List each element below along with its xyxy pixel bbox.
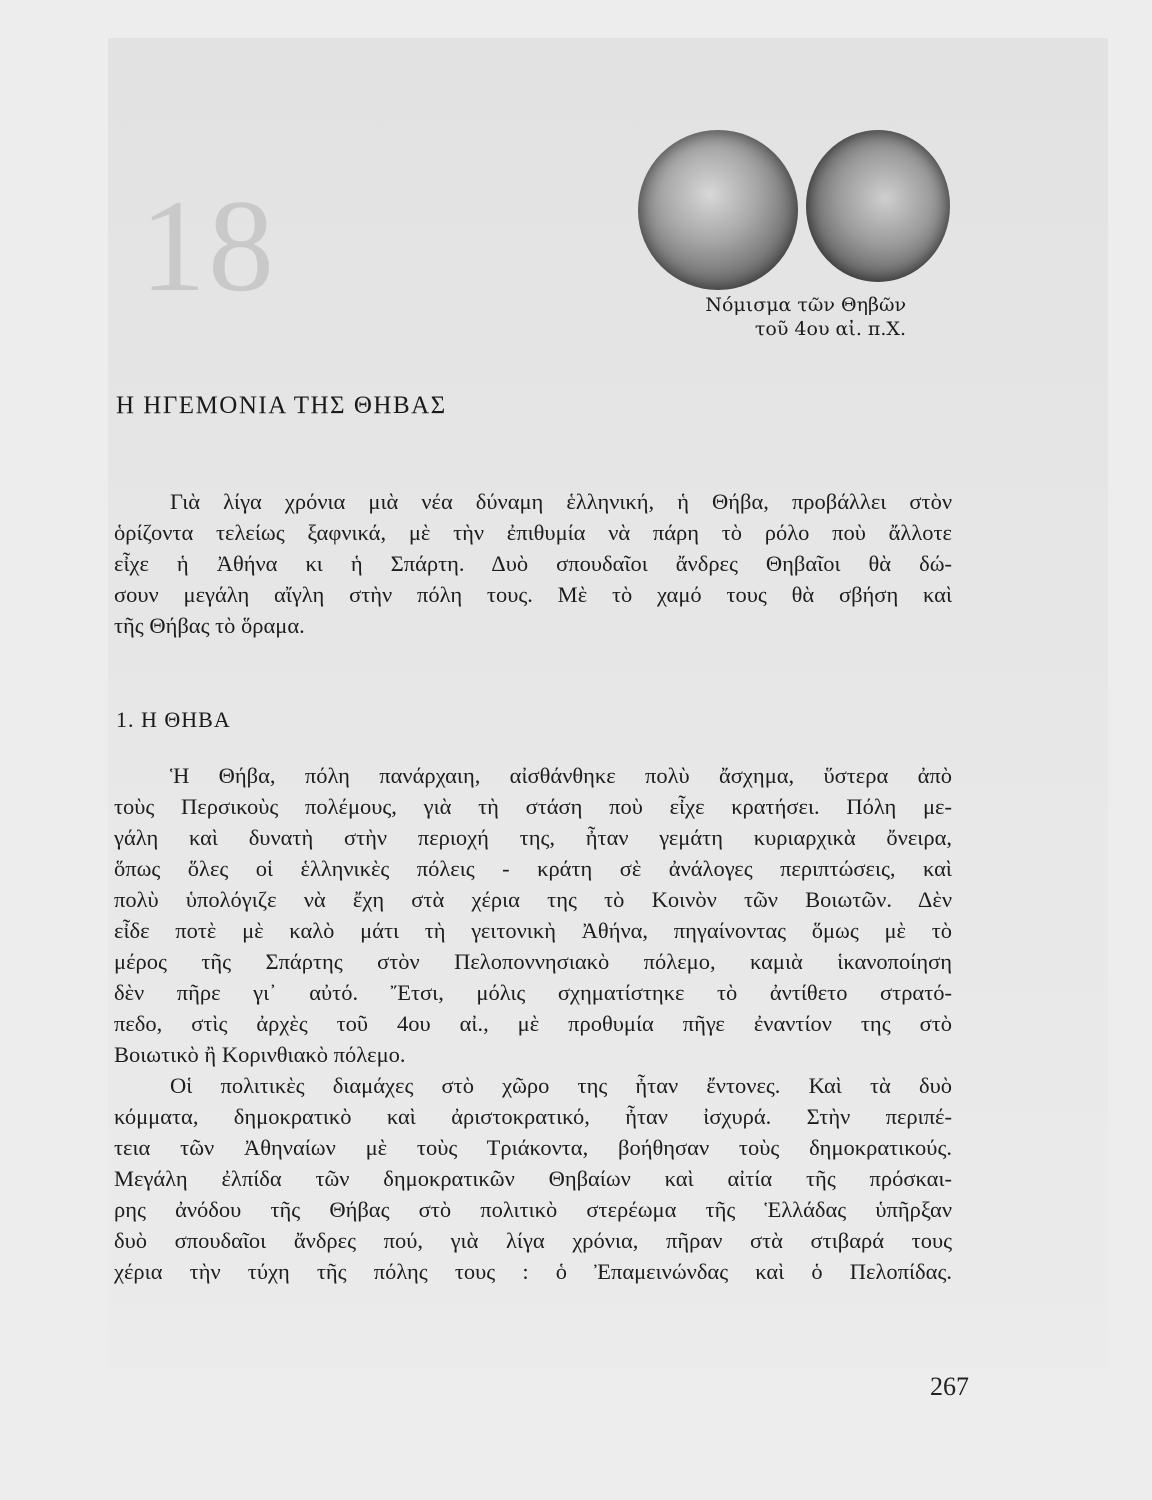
text-line: τῆς Θήβας τὸ ὅραμα. bbox=[114, 613, 305, 638]
section-heading: 1. Η ΘΗΒΑ bbox=[116, 707, 231, 732]
text-line: Βοιωτικὸ ἢ Κορινθιακὸ πόλεμο. bbox=[114, 1042, 406, 1067]
text-line: εἶδε ποτὲ μὲ καλὸ μάτι τὴ γειτονικὴ Ἀθήνα, πηγαίνοντας ὅμως μὲ τὸ bbox=[114, 918, 952, 943]
text-line: ὅπως ὅλες οἱ ἑλληνικὲς πόλεις - κράτη σὲ ἀνάλογες περιπτώσεις, καὶ bbox=[114, 856, 952, 881]
chapter-number: 18 bbox=[140, 172, 276, 319]
text-line: ὁρίζοντα τελείως ξαφνικά, μὲ τὴν ἐπιθυμία νὰ πάρη τὸ ρόλο ποὺ ἄλλοτε bbox=[114, 520, 952, 545]
intro-paragraph bbox=[114, 486, 952, 641]
text-line: ρης ἀνόδου τῆς Θήβας στὸ πολιτικὸ στερέωμα τῆς Ἑλλάδας ὑπῆρξαν bbox=[114, 1197, 952, 1222]
text-line: κόμματα, δημοκρατικὸ καὶ ἀριστοκρατικό, ἦταν ἰσχυρά. Στὴν περιπέ- bbox=[114, 1104, 952, 1129]
caption-line: τοῦ 4ου αἰ. π.Χ. bbox=[754, 318, 906, 340]
text-line: δὲν πῆρε γι᾽ αὐτό. Ἔτσι, μόλις σχηματίστηκε τὸ ἀντίθετο στρατό- bbox=[114, 980, 952, 1005]
section-body bbox=[114, 760, 952, 1287]
text-line: γάλη καὶ δυνατὴ στὴν περιοχή της, ἦταν γεμάτη κυριαρχικὰ ὄνειρα, bbox=[114, 825, 952, 850]
text-line: τεια τῶν Ἀθηναίων μὲ τοὺς Τριάκοντα, βοήθησαν τοὺς δημοκρατικούς. bbox=[114, 1135, 952, 1160]
text-line: Οἱ πολιτικὲς διαμάχες στὸ χῶρο της ἦταν ἔντονες. Καὶ τὰ δυὸ bbox=[170, 1073, 952, 1098]
text-line: Γιὰ λίγα χρόνια μιὰ νέα δύναμη ἑλληνική, ἡ Θήβα, προβάλλει στὸν bbox=[170, 489, 952, 514]
coin-reverse-image bbox=[806, 130, 950, 282]
text-line: σουν μεγάλη αἴγλη στὴν πόλη τους. Μὲ τὸ χαμό τους θὰ σβήση καὶ bbox=[114, 582, 952, 607]
text-line: Μεγάλη ἐλπίδα τῶν δημοκρατικῶν Θηβαίων καὶ αἰτία τῆς πρόσκαι- bbox=[114, 1166, 952, 1191]
text-line: δυὸ σπουδαῖοι ἄνδρες πού, γιὰ λίγα χρόνια, πῆραν στὰ στιβαρά τους bbox=[114, 1228, 952, 1253]
page-number: 267 bbox=[930, 1372, 969, 1401]
text-line: εἶχε ἡ Ἀθήνα κι ἡ Σπάρτη. Δυὸ σπουδαῖοι ἄνδρες Θηβαῖοι θὰ δώ- bbox=[114, 551, 952, 576]
text-line: τοὺς Περσικοὺς πολέμους, γιὰ τὴ στάση ποὺ εἶχε κρατήσει. Πόλη με- bbox=[114, 794, 952, 819]
figure-caption bbox=[600, 293, 906, 341]
text-line: Ἡ Θήβα, πόλη πανάρχαιη, αἰσθάνθηκε πολὺ ἄσχημα, ὕστερα ἀπὸ bbox=[170, 763, 952, 788]
text-line: χέρια τὴν τύχη τῆς πόλης τους : ὁ Ἐπαμεινώνδας καὶ ὁ Πελοπίδας. bbox=[114, 1259, 952, 1284]
coin-obverse-image bbox=[638, 130, 798, 290]
text-line: μέρος τῆς Σπάρτης στὸν Πελοποννησιακὸ πόλεμο, καμιὰ ἱκανοποίηση bbox=[114, 949, 952, 974]
caption-line: Νόμισμα τῶν Θηβῶν bbox=[705, 294, 906, 316]
text-line: πολὺ ὑπολόγιζε νὰ ἔχη στὰ χέρια της τὸ Κοινὸν τῶν Βοιωτῶν. Δὲν bbox=[114, 887, 952, 912]
text-line: πεδο, στὶς ἀρχὲς τοῦ 4ου αἰ., μὲ προθυμία πῆγε ἐναντίον της στὸ bbox=[114, 1011, 952, 1036]
chapter-title: Η ΗΓΕΜΟΝΙΑ ΤΗΣ ΘΗΒΑΣ bbox=[116, 392, 447, 419]
